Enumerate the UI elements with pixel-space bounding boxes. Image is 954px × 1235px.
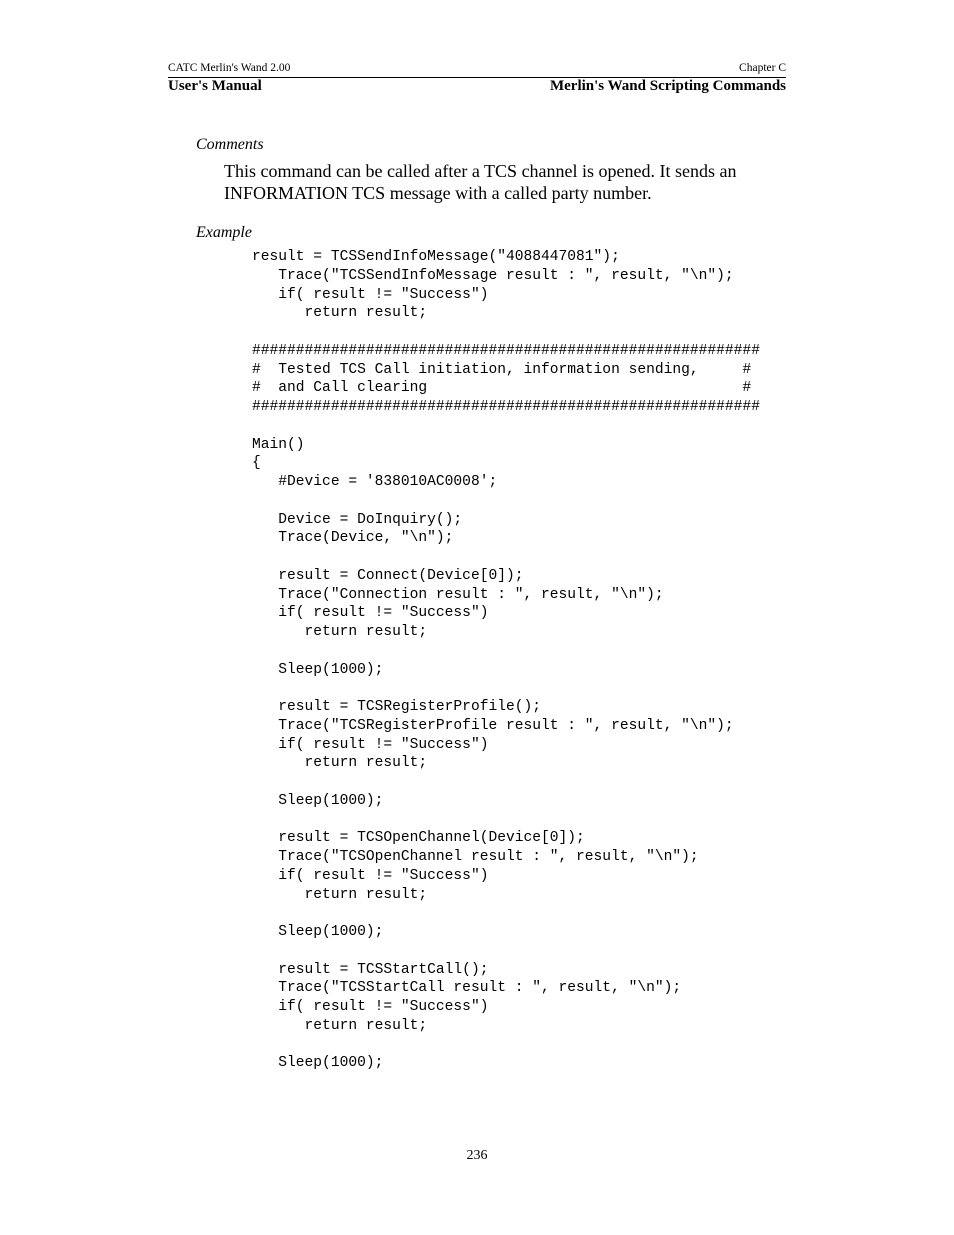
code-line: result = TCSStartCall(); (252, 961, 489, 978)
header-chapter: Chapter C (739, 62, 786, 74)
code-line: Trace("TCSRegisterProfile result : ", result, "\n"); (252, 717, 734, 734)
code-line (252, 642, 760, 661)
comments-text-line-1: This command can be called after a TCS channel is opened. It sends an (224, 161, 737, 181)
code-line: if( result != "Success") (252, 605, 489, 622)
code-line: result = TCSOpenChannel(Device[0]); (252, 830, 585, 847)
code-line: result = Connect(Device[0]); (252, 567, 524, 584)
code-line: Trace("TCSSendInfoMessage result : ", result, "\n"); (252, 267, 734, 284)
code-line: if( result != "Success") (252, 736, 489, 753)
code-line: # and Call clearing # (252, 380, 752, 397)
code-line: Sleep(1000); (252, 661, 384, 678)
code-line: Sleep(1000); (252, 924, 384, 940)
code-line (252, 417, 760, 436)
header-section-title: Merlin's Wand Scripting Commands (549, 78, 786, 94)
code-line: # Tested TCS Call initiation, information sending, # (252, 361, 752, 378)
code-line: if( result != "Success") (252, 867, 489, 884)
code-line: #Device = '838010AC0008'; (252, 474, 498, 490)
code-line: { (252, 455, 261, 472)
page-number: 236 (466, 1148, 488, 1163)
code-line (252, 773, 760, 792)
code-line: return result; (252, 755, 428, 772)
header-product-name: CATC Merlin's Wand 2.00 (168, 62, 291, 74)
code-line: result = TCSSendInfoMessage("4088447081"); (252, 249, 620, 265)
code-line: Trace("TCSOpenChannel result : ", result, "\n"); (252, 849, 699, 865)
code-line: if( result != "Success") (252, 286, 489, 303)
code-line: return result; (252, 886, 428, 903)
code-line: Device = DoInquiry(); (252, 511, 463, 528)
code-line: return result; (252, 624, 428, 640)
comments-text (224, 160, 784, 204)
running-header-bottom (168, 78, 786, 96)
code-line: Main() (252, 436, 305, 453)
code-line: Sleep(1000); (252, 792, 384, 809)
code-line (252, 1036, 760, 1055)
code-line: return result; (252, 1017, 428, 1034)
code-line: Trace("TCSStartCall result : ", result, "\n"); (252, 980, 682, 997)
code-line (252, 904, 760, 923)
code-line (252, 548, 760, 567)
code-line: return result; (252, 305, 428, 322)
code-line: Trace("Connection result : ", result, "\n"); (252, 586, 664, 603)
code-line (252, 811, 760, 830)
code-line (252, 492, 760, 511)
header-manual-title: User's Manual (168, 78, 262, 94)
code-example (252, 248, 760, 1073)
code-line: Sleep(1000); (252, 1055, 384, 1072)
code-line (252, 942, 760, 961)
code-line (252, 679, 760, 698)
code-line: ########################################################## (252, 399, 760, 415)
code-line: ########################################################## (252, 342, 760, 359)
example-label: Example (196, 224, 252, 241)
code-line: result = TCSRegisterProfile(); (252, 699, 542, 715)
code-line: if( result != "Success") (252, 999, 489, 1015)
code-line (252, 323, 760, 342)
comments-label: Comments (196, 136, 264, 153)
code-line: Trace(Device, "\n"); (252, 530, 454, 547)
comments-text-line-2: INFORMATION TCS message with a called party number. (224, 183, 652, 203)
running-header-top (168, 62, 786, 76)
